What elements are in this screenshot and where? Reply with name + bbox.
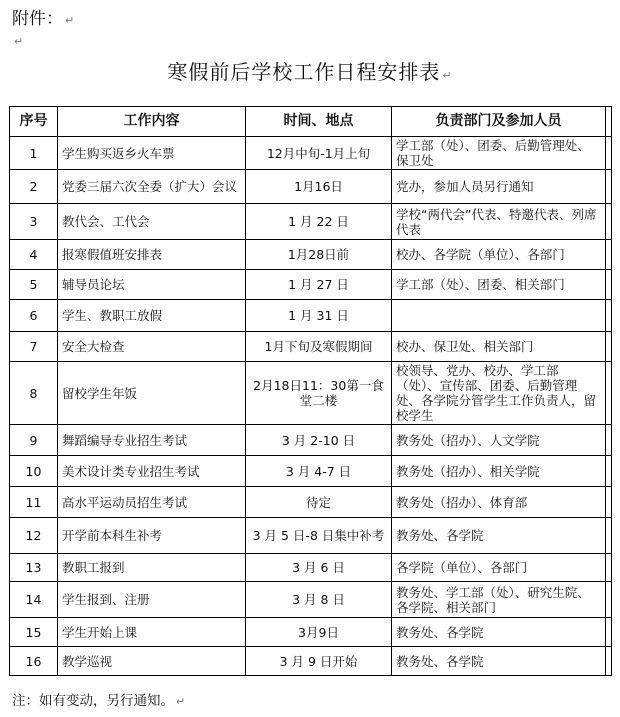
table-row xyxy=(10,647,612,676)
cell-content: 学生购买返乡火车票 xyxy=(58,137,246,170)
row-end-cell xyxy=(606,425,612,456)
row-end-cell xyxy=(606,204,612,240)
cell-dept: 教务处（招办）、相关学院 xyxy=(392,456,606,487)
table-row xyxy=(10,240,612,270)
cell-dept: 教务处、各学院 xyxy=(392,518,606,554)
cell-time: 3 月 8 日 xyxy=(246,582,392,618)
table-row xyxy=(10,618,612,647)
return-mark-icon: ↵ xyxy=(176,695,186,708)
row-end-cell xyxy=(606,518,612,554)
row-end-cell xyxy=(606,240,612,270)
cell-time: 2月18日11：30第一食堂二楼 xyxy=(246,362,392,425)
table-row xyxy=(10,170,612,204)
cell-num: 9 xyxy=(10,425,58,456)
cell-dept: 各学院（单位）、各部门 xyxy=(392,554,606,582)
cell-time: 待定 xyxy=(246,487,392,518)
table-row xyxy=(10,554,612,582)
row-end-cell xyxy=(606,332,612,362)
cell-num: 14 xyxy=(10,582,58,618)
cell-num: 6 xyxy=(10,300,58,332)
cell-content: 教代会、工代会 xyxy=(58,204,246,240)
column-header-dept: 负责部门及参加人员 xyxy=(392,107,606,137)
column-header-time: 时间、地点 xyxy=(246,107,392,137)
cell-num: 11 xyxy=(10,487,58,518)
cell-dept: 校办、保卫处、相关部门 xyxy=(392,332,606,362)
cell-dept: 教务处、学工部（处）、研究生院、各学院、相关部门 xyxy=(392,582,606,618)
row-end-cell xyxy=(606,137,612,170)
cell-dept: 教务处（招办）、人文学院 xyxy=(392,425,606,456)
table-row xyxy=(10,270,612,300)
table-row xyxy=(10,300,612,332)
cell-num: 4 xyxy=(10,240,58,270)
table-header-row xyxy=(10,107,612,137)
cell-dept: 学工部（处）、团委、后勤管理处、保卫处 xyxy=(392,137,606,170)
cell-dept: 学工部（处）、团委、相关部门 xyxy=(392,270,606,300)
cell-time: 3 月 9 日开始 xyxy=(246,647,392,676)
row-end-cell xyxy=(606,647,612,676)
row-end-cell xyxy=(606,618,612,647)
cell-num: 16 xyxy=(10,647,58,676)
cell-num: 2 xyxy=(10,170,58,204)
cell-time: 1 月 31 日 xyxy=(246,300,392,332)
cell-num: 15 xyxy=(10,618,58,647)
cell-dept: 教务处、各学院 xyxy=(392,647,606,676)
cell-num: 3 xyxy=(10,204,58,240)
paragraph-mark-icon: ↵ xyxy=(14,35,24,48)
cell-num: 10 xyxy=(10,456,58,487)
cell-content: 党委三届六次全委（扩大）会议 xyxy=(58,170,246,204)
cell-dept: 教务处（招办）、体育部 xyxy=(392,487,606,518)
cell-dept: 学校“两代会”代表、特邀代表、列席代表 xyxy=(392,204,606,240)
row-end-cell xyxy=(606,270,612,300)
cell-content: 学生、教职工放假 xyxy=(58,300,246,332)
cell-dept: 校办、各学院（单位）、各部门 xyxy=(392,240,606,270)
cell-time: 3 月 4-7 日 xyxy=(246,456,392,487)
cell-time: 3 月 2-10 日 xyxy=(246,425,392,456)
table-row xyxy=(10,582,612,618)
cell-time: 12月中旬-1月上旬 xyxy=(246,137,392,170)
cell-num: 12 xyxy=(10,518,58,554)
attachment-text: 附件： xyxy=(12,9,63,29)
column-header-num: 序号 xyxy=(10,107,58,137)
table-row xyxy=(10,487,612,518)
cell-dept: 教务处、各学院 xyxy=(392,618,606,647)
cell-content: 舞蹈编导专业招生考试 xyxy=(58,425,246,456)
cell-content: 安全大检查 xyxy=(58,332,246,362)
cell-time: 1月16日 xyxy=(246,170,392,204)
cell-time: 1月下旬及寒假期间 xyxy=(246,332,392,362)
cell-content: 教职工报到 xyxy=(58,554,246,582)
return-mark-icon: ↵ xyxy=(442,69,453,82)
column-header-content: 工作内容 xyxy=(58,107,246,137)
cell-content: 留校学生年饭 xyxy=(58,362,246,425)
cell-num: 5 xyxy=(10,270,58,300)
schedule-table xyxy=(9,106,612,676)
cell-content: 报寒假值班安排表 xyxy=(58,240,246,270)
row-end-cell xyxy=(606,362,612,425)
cell-time: 1月28日前 xyxy=(246,240,392,270)
table-row xyxy=(10,204,612,240)
row-end-cell xyxy=(606,170,612,204)
row-end-cell xyxy=(606,582,612,618)
table-row xyxy=(10,332,612,362)
note-text: 注：如有变动，另行通知。 xyxy=(12,693,174,709)
cell-time: 1 月 22 日 xyxy=(246,204,392,240)
row-end-cell xyxy=(606,456,612,487)
row-end-cell xyxy=(606,107,612,137)
blank-paragraph xyxy=(12,30,23,49)
table-row xyxy=(10,518,612,554)
cell-num: 13 xyxy=(10,554,58,582)
cell-content: 教学巡视 xyxy=(58,647,246,676)
cell-time: 3 月 6 日 xyxy=(246,554,392,582)
row-end-cell xyxy=(606,300,612,332)
title-text: 寒假前后学校工作日程安排表 xyxy=(167,60,441,84)
table-row xyxy=(10,425,612,456)
cell-dept xyxy=(392,300,606,332)
cell-content: 学生开始上课 xyxy=(58,618,246,647)
return-mark-icon: ↵ xyxy=(65,14,75,27)
cell-num: 1 xyxy=(10,137,58,170)
cell-time: 3月9日 xyxy=(246,618,392,647)
cell-num: 8 xyxy=(10,362,58,425)
attachment-label xyxy=(12,4,74,29)
cell-content: 学生报到、注册 xyxy=(58,582,246,618)
row-end-cell xyxy=(606,554,612,582)
cell-num: 7 xyxy=(10,332,58,362)
footer-note xyxy=(12,689,185,709)
cell-dept: 校领导、党办、校办、学工部（处）、宣传部、团委、后勤管理处、各学院分管学生工作负责人，留校学生 xyxy=(392,362,606,425)
table-row xyxy=(10,362,612,425)
cell-content: 开学前本科生补考 xyxy=(58,518,246,554)
cell-time: 3 月 5 日-8 日集中补考 xyxy=(246,518,392,554)
document-title xyxy=(0,56,620,85)
row-end-cell xyxy=(606,487,612,518)
cell-content: 辅导员论坛 xyxy=(58,270,246,300)
table-row xyxy=(10,456,612,487)
cell-content: 高水平运动员招生考试 xyxy=(58,487,246,518)
cell-content: 美术设计类专业招生考试 xyxy=(58,456,246,487)
table-row xyxy=(10,137,612,170)
cell-time: 1 月 27 日 xyxy=(246,270,392,300)
cell-dept: 党办，参加人员另行通知 xyxy=(392,170,606,204)
